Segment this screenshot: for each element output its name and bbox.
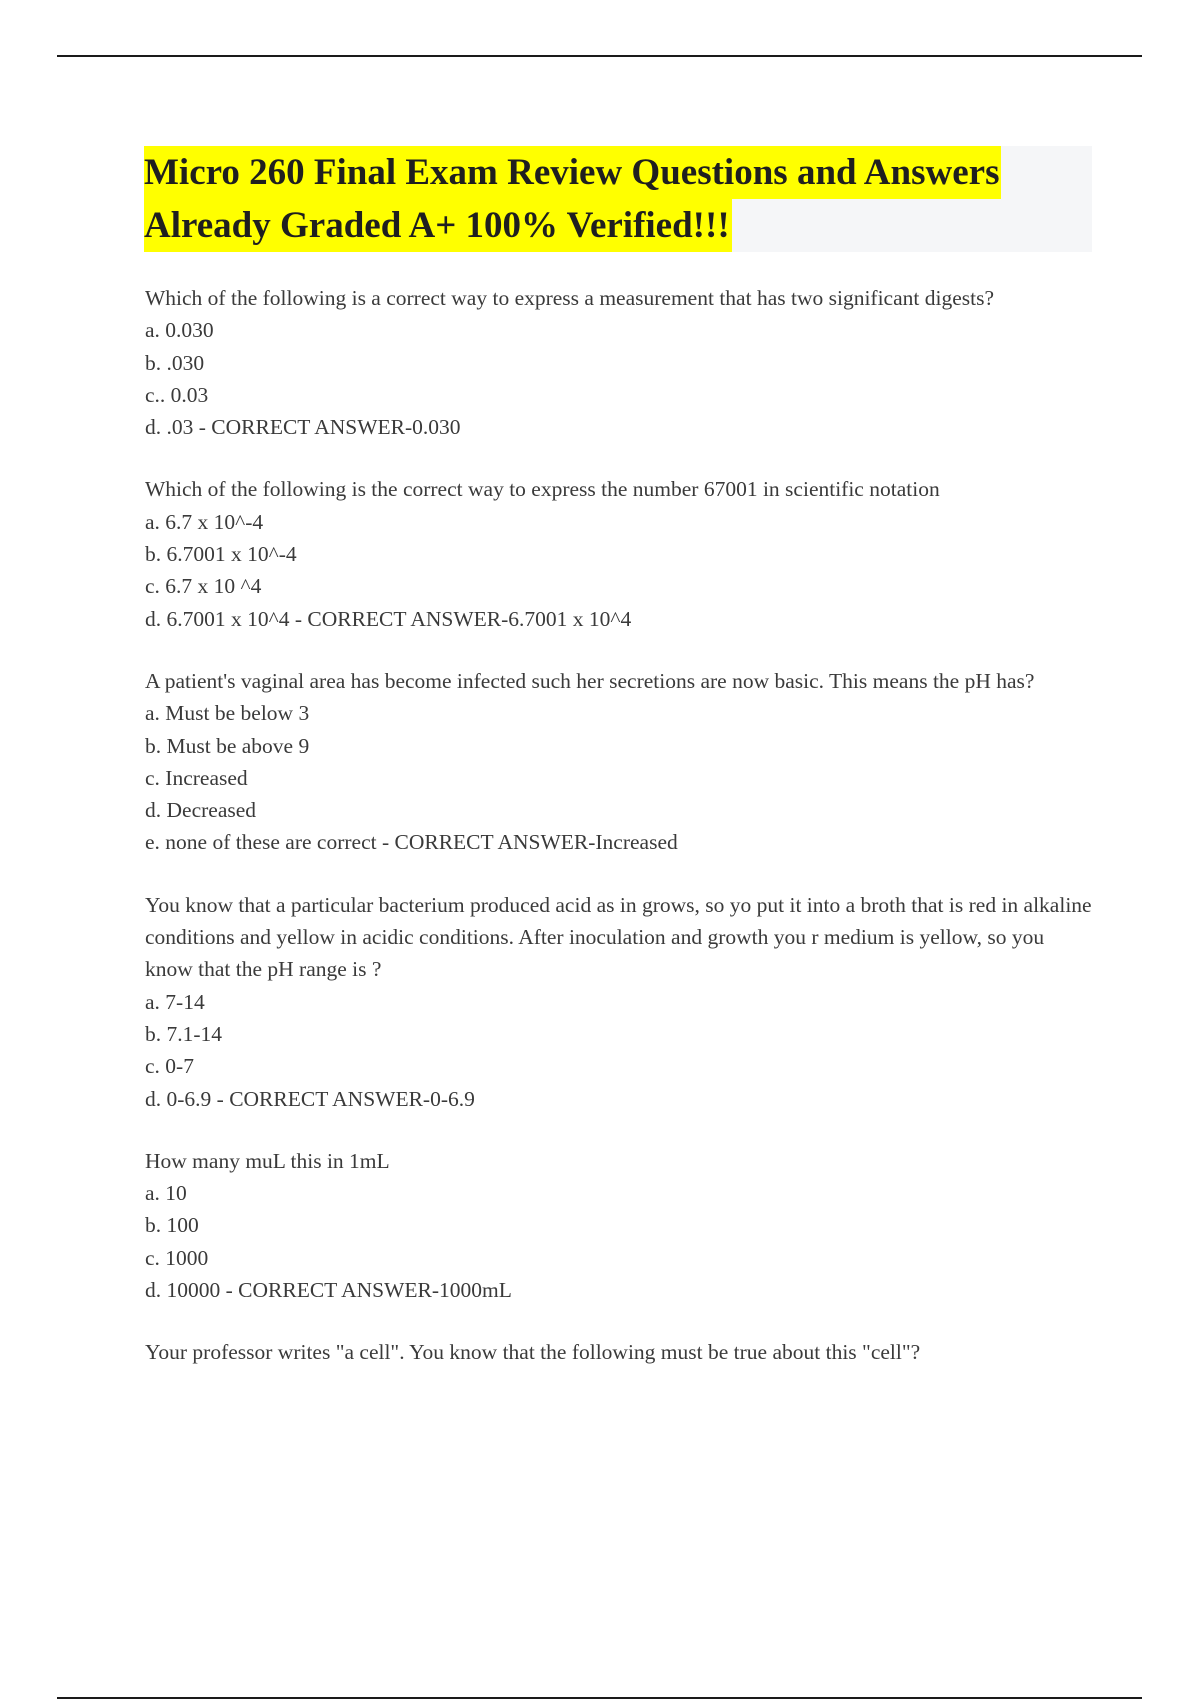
- answer-option: c.. 0.03: [145, 382, 209, 407]
- question-text: Which of the following is the correct way to express the number 67001 in scientific notation: [145, 477, 940, 502]
- answer-option-with-correct-answer: d. .03 - CORRECT ANSWER-0.030: [145, 415, 461, 440]
- answer-option: a. 6.7 x 10^-4: [145, 509, 264, 534]
- answer-option: a. Must be below 3: [145, 701, 310, 726]
- answer-option: b. 7.1-14: [145, 1021, 223, 1046]
- answer-option: b. Must be above 9: [145, 733, 310, 758]
- question-text: You know that a particular bacterium produced acid as in grows, so yo put it into a broth that is red in alkaline conditions and yellow in acidic conditions. After inoculation and growth you r medium is yellow, so you know that the pH range is ?: [145, 892, 1092, 982]
- question-block-4: [145, 889, 1095, 1115]
- header-rule: [57, 55, 1142, 57]
- answer-option: b. 100: [145, 1213, 199, 1238]
- question-block-5: [145, 1145, 1095, 1306]
- question-block-6: [145, 1336, 1095, 1368]
- answer-option: c. 6.7 x 10 ^4: [145, 574, 262, 599]
- question-text: How many muL this in 1mL: [145, 1148, 390, 1173]
- question-block-3: [145, 665, 1095, 859]
- answer-option: b. .030: [145, 350, 205, 375]
- answer-option-with-correct-answer: d. 0-6.9 - CORRECT ANSWER-0-6.9: [145, 1086, 475, 1111]
- document-title: [144, 146, 1092, 252]
- question-text: Which of the following is a correct way to express a measurement that has two significant digests?: [145, 286, 994, 310]
- answer-option: c. 1000: [145, 1245, 209, 1270]
- title-line-1: Micro 260 Final Exam Review Questions and Answers: [144, 146, 1001, 199]
- answer-option: a. 7-14: [145, 989, 205, 1014]
- answer-option: c. Increased: [145, 765, 248, 790]
- answer-option-with-correct-answer: d. 10000 - CORRECT ANSWER-1000mL: [145, 1278, 512, 1303]
- answer-option: d. Decreased: [145, 798, 257, 823]
- question-block-2: [145, 473, 1095, 634]
- answer-option: c. 0-7: [145, 1054, 194, 1079]
- answer-option-with-correct-answer: d. 6.7001 x 10^4 - CORRECT ANSWER-6.7001 x 10^4: [145, 606, 632, 631]
- questions-list: [145, 282, 1095, 1399]
- answer-option: a. 0.030: [145, 318, 214, 343]
- title-line-2: Already Graded A+ 100% Verified!!!: [144, 199, 732, 252]
- footer-rule: [57, 1697, 1142, 1699]
- question-block-1: [145, 282, 1095, 443]
- question-text: A patient's vaginal area has become infected such her secretions are now basic. This means the pH has?: [145, 668, 1035, 693]
- answer-option: b. 6.7001 x 10^-4: [145, 542, 297, 567]
- question-text: Your professor writes "a cell". You know that the following must be true about this "cell"?: [145, 1340, 921, 1365]
- answer-option-with-correct-answer: e. none of these are correct - CORRECT ANSWER-Increased: [145, 830, 678, 855]
- answer-option: a. 10: [145, 1181, 187, 1206]
